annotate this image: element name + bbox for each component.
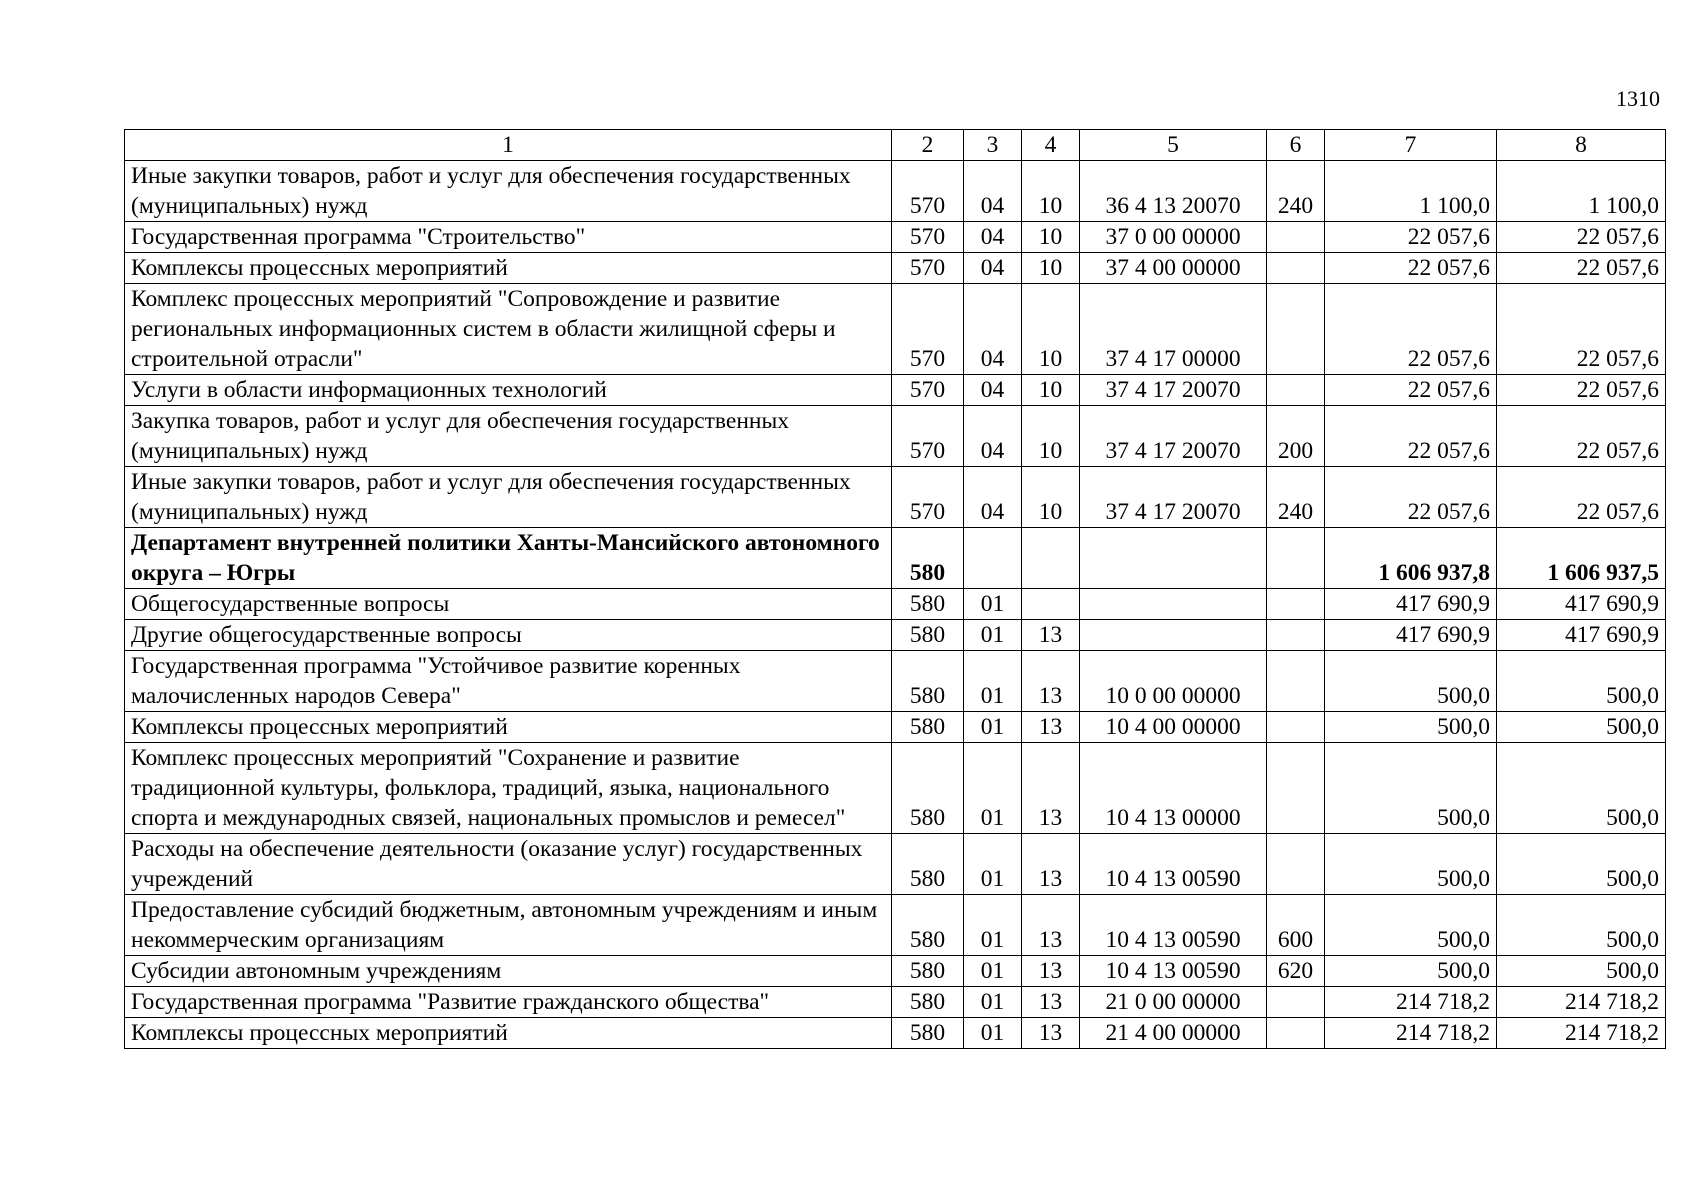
expense-name-cell: Государственная программа "Развитие гражданского общества" xyxy=(125,987,892,1018)
subsection-code-cell: 10 xyxy=(1022,284,1080,375)
amount-year-1-cell: 500,0 xyxy=(1325,651,1497,712)
table-row xyxy=(125,834,1666,895)
amount-year-2-cell: 22 057,6 xyxy=(1497,406,1666,467)
department-code-cell: 580 xyxy=(892,528,964,589)
target-article-code-cell xyxy=(1080,620,1267,651)
section-code-cell: 04 xyxy=(964,284,1022,375)
department-code-cell: 580 xyxy=(892,712,964,743)
amount-year-2-cell: 417 690,9 xyxy=(1497,620,1666,651)
table-row xyxy=(125,895,1666,956)
expense-type-code-cell xyxy=(1267,375,1325,406)
expense-type-code-cell xyxy=(1267,253,1325,284)
amount-year-2-cell: 500,0 xyxy=(1497,651,1666,712)
amount-year-2-cell: 500,0 xyxy=(1497,834,1666,895)
amount-year-1-cell: 1 100,0 xyxy=(1325,161,1497,222)
department-code-cell: 570 xyxy=(892,253,964,284)
section-code-cell xyxy=(964,528,1022,589)
subsection-code-cell xyxy=(1022,528,1080,589)
column-number-5: 5 xyxy=(1080,130,1267,161)
table-row xyxy=(125,222,1666,253)
amount-year-2-cell: 214 718,2 xyxy=(1497,987,1666,1018)
subsection-code-cell: 13 xyxy=(1022,712,1080,743)
expense-name-cell: Комплексы процессных мероприятий xyxy=(125,253,892,284)
subsection-code-cell: 13 xyxy=(1022,743,1080,834)
department-code-cell: 580 xyxy=(892,1018,964,1049)
expense-type-code-cell: 620 xyxy=(1267,956,1325,987)
section-code-cell: 01 xyxy=(964,651,1022,712)
subsection-code-cell: 13 xyxy=(1022,1018,1080,1049)
amount-year-2-cell: 1 100,0 xyxy=(1497,161,1666,222)
expense-type-code-cell xyxy=(1267,528,1325,589)
amount-year-1-cell: 214 718,2 xyxy=(1325,1018,1497,1049)
section-code-cell: 04 xyxy=(964,375,1022,406)
table-row xyxy=(125,528,1666,589)
amount-year-1-cell: 22 057,6 xyxy=(1325,253,1497,284)
amount-year-2-cell: 214 718,2 xyxy=(1497,1018,1666,1049)
expense-name-cell: Государственная программа "Строительство" xyxy=(125,222,892,253)
section-code-cell: 01 xyxy=(964,956,1022,987)
expense-type-code-cell xyxy=(1267,712,1325,743)
table-row xyxy=(125,253,1666,284)
column-number-6: 6 xyxy=(1267,130,1325,161)
amount-year-1-cell: 417 690,9 xyxy=(1325,620,1497,651)
expense-type-code-cell: 600 xyxy=(1267,895,1325,956)
expense-type-code-cell: 240 xyxy=(1267,467,1325,528)
table-row xyxy=(125,284,1666,375)
expense-name-cell: Иные закупки товаров, работ и услуг для обеспечения государственных (муниципальных) нужд xyxy=(125,467,892,528)
amount-year-2-cell: 500,0 xyxy=(1497,895,1666,956)
expense-name-cell: Услуги в области информационных технологий xyxy=(125,375,892,406)
subsection-code-cell: 13 xyxy=(1022,895,1080,956)
department-code-cell: 570 xyxy=(892,222,964,253)
department-code-cell: 580 xyxy=(892,589,964,620)
amount-year-2-cell: 1 606 937,5 xyxy=(1497,528,1666,589)
section-code-cell: 04 xyxy=(964,253,1022,284)
table-row xyxy=(125,651,1666,712)
table-row xyxy=(125,712,1666,743)
target-article-code-cell: 21 0 00 00000 xyxy=(1080,987,1267,1018)
department-code-cell: 580 xyxy=(892,895,964,956)
amount-year-1-cell: 500,0 xyxy=(1325,956,1497,987)
amount-year-1-cell: 22 057,6 xyxy=(1325,406,1497,467)
subsection-code-cell: 10 xyxy=(1022,375,1080,406)
expense-name-cell: Общегосударственные вопросы xyxy=(125,589,892,620)
subsection-code-cell: 10 xyxy=(1022,222,1080,253)
amount-year-1-cell: 417 690,9 xyxy=(1325,589,1497,620)
section-code-cell: 04 xyxy=(964,161,1022,222)
target-article-code-cell: 10 4 13 00000 xyxy=(1080,743,1267,834)
amount-year-1-cell: 500,0 xyxy=(1325,712,1497,743)
department-code-cell: 570 xyxy=(892,467,964,528)
section-code-cell: 01 xyxy=(964,743,1022,834)
expense-type-code-cell xyxy=(1267,589,1325,620)
table-row xyxy=(125,987,1666,1018)
expense-type-code-cell xyxy=(1267,222,1325,253)
table-row xyxy=(125,956,1666,987)
subsection-code-cell: 13 xyxy=(1022,956,1080,987)
amount-year-2-cell: 22 057,6 xyxy=(1497,284,1666,375)
section-code-cell: 01 xyxy=(964,712,1022,743)
amount-year-2-cell: 417 690,9 xyxy=(1497,589,1666,620)
target-article-code-cell: 37 4 17 20070 xyxy=(1080,375,1267,406)
page-number: 1310 xyxy=(1616,86,1660,111)
amount-year-2-cell: 500,0 xyxy=(1497,743,1666,834)
expense-type-code-cell xyxy=(1267,743,1325,834)
section-code-cell: 01 xyxy=(964,1018,1022,1049)
section-code-cell: 01 xyxy=(964,620,1022,651)
expense-type-code-cell: 240 xyxy=(1267,161,1325,222)
amount-year-2-cell: 500,0 xyxy=(1497,956,1666,987)
expense-type-code-cell xyxy=(1267,834,1325,895)
department-code-cell: 580 xyxy=(892,620,964,651)
target-article-code-cell: 37 4 17 20070 xyxy=(1080,467,1267,528)
target-article-code-cell: 21 4 00 00000 xyxy=(1080,1018,1267,1049)
department-code-cell: 580 xyxy=(892,987,964,1018)
amount-year-1-cell: 22 057,6 xyxy=(1325,284,1497,375)
amount-year-2-cell: 22 057,6 xyxy=(1497,253,1666,284)
subsection-code-cell: 10 xyxy=(1022,406,1080,467)
expense-name-cell: Комплекс процессных мероприятий "Сохранение и развитие традиционной культуры, фольклора, традиций, языка, национального спорта и международных связей, национальных промыслов и ремесел" xyxy=(125,743,892,834)
department-code-cell: 570 xyxy=(892,284,964,375)
column-number-2: 2 xyxy=(892,130,964,161)
amount-year-1-cell: 500,0 xyxy=(1325,743,1497,834)
subsection-code-cell: 13 xyxy=(1022,987,1080,1018)
section-code-cell: 04 xyxy=(964,467,1022,528)
target-article-code-cell xyxy=(1080,528,1267,589)
expense-name-cell: Государственная программа "Устойчивое развитие коренных малочисленных народов Севера" xyxy=(125,651,892,712)
amount-year-1-cell: 22 057,6 xyxy=(1325,467,1497,528)
column-number-header-row xyxy=(125,130,1666,161)
subsection-code-cell xyxy=(1022,589,1080,620)
target-article-code-cell: 37 4 00 00000 xyxy=(1080,253,1267,284)
expense-name-cell: Другие общегосударственные вопросы xyxy=(125,620,892,651)
target-article-code-cell: 10 4 13 00590 xyxy=(1080,895,1267,956)
section-code-cell: 04 xyxy=(964,222,1022,253)
target-article-code-cell: 37 0 00 00000 xyxy=(1080,222,1267,253)
subsection-code-cell: 10 xyxy=(1022,467,1080,528)
expense-type-code-cell xyxy=(1267,620,1325,651)
expense-name-cell: Комплексы процессных мероприятий xyxy=(125,712,892,743)
section-code-cell: 04 xyxy=(964,406,1022,467)
column-number-8: 8 xyxy=(1497,130,1666,161)
target-article-code-cell xyxy=(1080,589,1267,620)
amount-year-1-cell: 500,0 xyxy=(1325,834,1497,895)
subsection-code-cell: 10 xyxy=(1022,161,1080,222)
amount-year-1-cell: 22 057,6 xyxy=(1325,222,1497,253)
expense-name-cell: Департамент внутренней политики Ханты-Мансийского автономного округа – Югры xyxy=(125,528,892,589)
column-number-7: 7 xyxy=(1325,130,1497,161)
section-code-cell: 01 xyxy=(964,589,1022,620)
department-code-cell: 580 xyxy=(892,651,964,712)
amount-year-2-cell: 22 057,6 xyxy=(1497,375,1666,406)
department-code-cell: 580 xyxy=(892,834,964,895)
amount-year-1-cell: 22 057,6 xyxy=(1325,375,1497,406)
subsection-code-cell: 13 xyxy=(1022,834,1080,895)
expense-type-code-cell xyxy=(1267,284,1325,375)
target-article-code-cell: 36 4 13 20070 xyxy=(1080,161,1267,222)
amount-year-2-cell: 500,0 xyxy=(1497,712,1666,743)
expense-name-cell: Закупка товаров, работ и услуг для обеспечения государственных (муниципальных) нужд xyxy=(125,406,892,467)
amount-year-2-cell: 22 057,6 xyxy=(1497,467,1666,528)
subsection-code-cell: 10 xyxy=(1022,253,1080,284)
department-code-cell: 570 xyxy=(892,161,964,222)
amount-year-1-cell: 500,0 xyxy=(1325,895,1497,956)
target-article-code-cell: 10 4 13 00590 xyxy=(1080,956,1267,987)
expense-name-cell: Иные закупки товаров, работ и услуг для обеспечения государственных (муниципальных) нужд xyxy=(125,161,892,222)
department-code-cell: 580 xyxy=(892,956,964,987)
table-row xyxy=(125,161,1666,222)
table-row xyxy=(125,1018,1666,1049)
expense-name-cell: Комплекс процессных мероприятий "Сопровождение и развитие региональных информационных систем в области жилищной сферы и строительной отрасли" xyxy=(125,284,892,375)
budget-table xyxy=(124,129,1666,1049)
table-row xyxy=(125,467,1666,528)
column-number-1: 1 xyxy=(125,130,892,161)
department-code-cell: 570 xyxy=(892,406,964,467)
expense-type-code-cell: 200 xyxy=(1267,406,1325,467)
amount-year-2-cell: 22 057,6 xyxy=(1497,222,1666,253)
expense-type-code-cell xyxy=(1267,1018,1325,1049)
column-number-3: 3 xyxy=(964,130,1022,161)
expense-type-code-cell xyxy=(1267,987,1325,1018)
target-article-code-cell: 10 4 13 00590 xyxy=(1080,834,1267,895)
expense-name-cell: Субсидии автономным учреждениям xyxy=(125,956,892,987)
target-article-code-cell: 10 0 00 00000 xyxy=(1080,651,1267,712)
department-code-cell: 570 xyxy=(892,375,964,406)
subsection-code-cell: 13 xyxy=(1022,651,1080,712)
target-article-code-cell: 10 4 00 00000 xyxy=(1080,712,1267,743)
section-code-cell: 01 xyxy=(964,987,1022,1018)
expense-name-cell: Комплексы процессных мероприятий xyxy=(125,1018,892,1049)
target-article-code-cell: 37 4 17 20070 xyxy=(1080,406,1267,467)
table-row xyxy=(125,743,1666,834)
table-row xyxy=(125,589,1666,620)
table-row xyxy=(125,620,1666,651)
expense-type-code-cell xyxy=(1267,651,1325,712)
section-code-cell: 01 xyxy=(964,834,1022,895)
table-row xyxy=(125,375,1666,406)
column-number-4: 4 xyxy=(1022,130,1080,161)
amount-year-1-cell: 214 718,2 xyxy=(1325,987,1497,1018)
department-code-cell: 580 xyxy=(892,743,964,834)
expense-name-cell: Предоставление субсидий бюджетным, автономным учреждениям и иным некоммерческим организациям xyxy=(125,895,892,956)
target-article-code-cell: 37 4 17 00000 xyxy=(1080,284,1267,375)
subsection-code-cell: 13 xyxy=(1022,620,1080,651)
section-code-cell: 01 xyxy=(964,895,1022,956)
expense-name-cell: Расходы на обеспечение деятельности (оказание услуг) государственных учреждений xyxy=(125,834,892,895)
amount-year-1-cell: 1 606 937,8 xyxy=(1325,528,1497,589)
table-row xyxy=(125,406,1666,467)
